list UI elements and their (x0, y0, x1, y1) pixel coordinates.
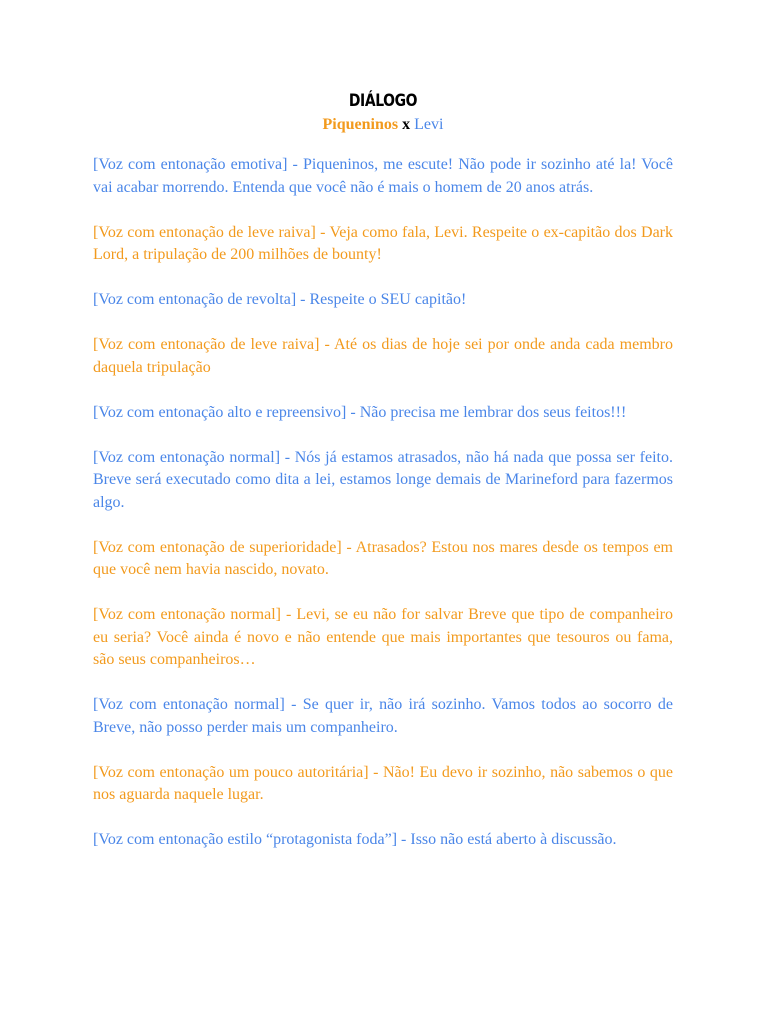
dialogue-line: [Voz com entonação de superioridade] - Atrasados? Estou nos mares desde os tempos em que você nem havia nascido, novato. (93, 538, 673, 578)
page-subtitle (93, 114, 673, 136)
speaker-a-name: Piqueninos (322, 116, 399, 133)
dialogue-line: [Voz com entonação de leve raiva] - Até os dias de hoje sei por onde anda cada membro daquela tripulação (93, 336, 673, 376)
dialogue-line: [Voz com entonação um pouco autoritária] - Não! Eu devo ir sozinho, não sabemos o que nos aguarda naquele lugar. (93, 763, 673, 803)
dialogue-line: [Voz com entonação emotiva] - Piqueninos, me escute! Não pode ir sozinho até la! Você vai acabar morrendo. Entenda que você não é mais o homem de 20 anos atrás. (93, 156, 673, 196)
dialogue-line: [Voz com entonação normal] - Se quer ir, não irá sozinho. Vamos todos ao socorro de Breve, não posso perder mais um companheiro. (93, 696, 673, 736)
speaker-b-name: Levi (414, 116, 444, 133)
dialogue-line: [Voz com entonação alto e repreensivo] - Não precisa me lembrar dos seus feitos!!! (93, 403, 627, 421)
dialogue-line: [Voz com entonação estilo “protagonista foda”] - Isso não está aberto à discussão. (93, 831, 617, 848)
dialogue-line: [Voz com entonação de revolta] - Respeite o SEU capitão! (93, 291, 467, 308)
dialogue-line: [Voz com entonação normal] - Levi, se eu não for salvar Breve que tipo de companheiro eu seria? Você ainda é novo e não entende que mais importantes que tesouros ou fama, são seus companheiros… (93, 606, 673, 668)
page-title: DIÁLOGO (348, 91, 418, 111)
document-page (93, 88, 673, 874)
dialogue-line: [Voz com entonação de leve raiva] - Veja como fala, Levi. Respeite o ex-capitão dos Dark Lord, a tripulação de 200 milhões de bounty! (93, 223, 673, 263)
versus-separator: x (402, 116, 411, 133)
dialogue-line: [Voz com entonação normal] - Nós já estamos atrasados, não há nada que possa ser feito. Breve será executado como dita a lei, estamos longe demais de Marineford para fazermos algo. (93, 448, 673, 511)
